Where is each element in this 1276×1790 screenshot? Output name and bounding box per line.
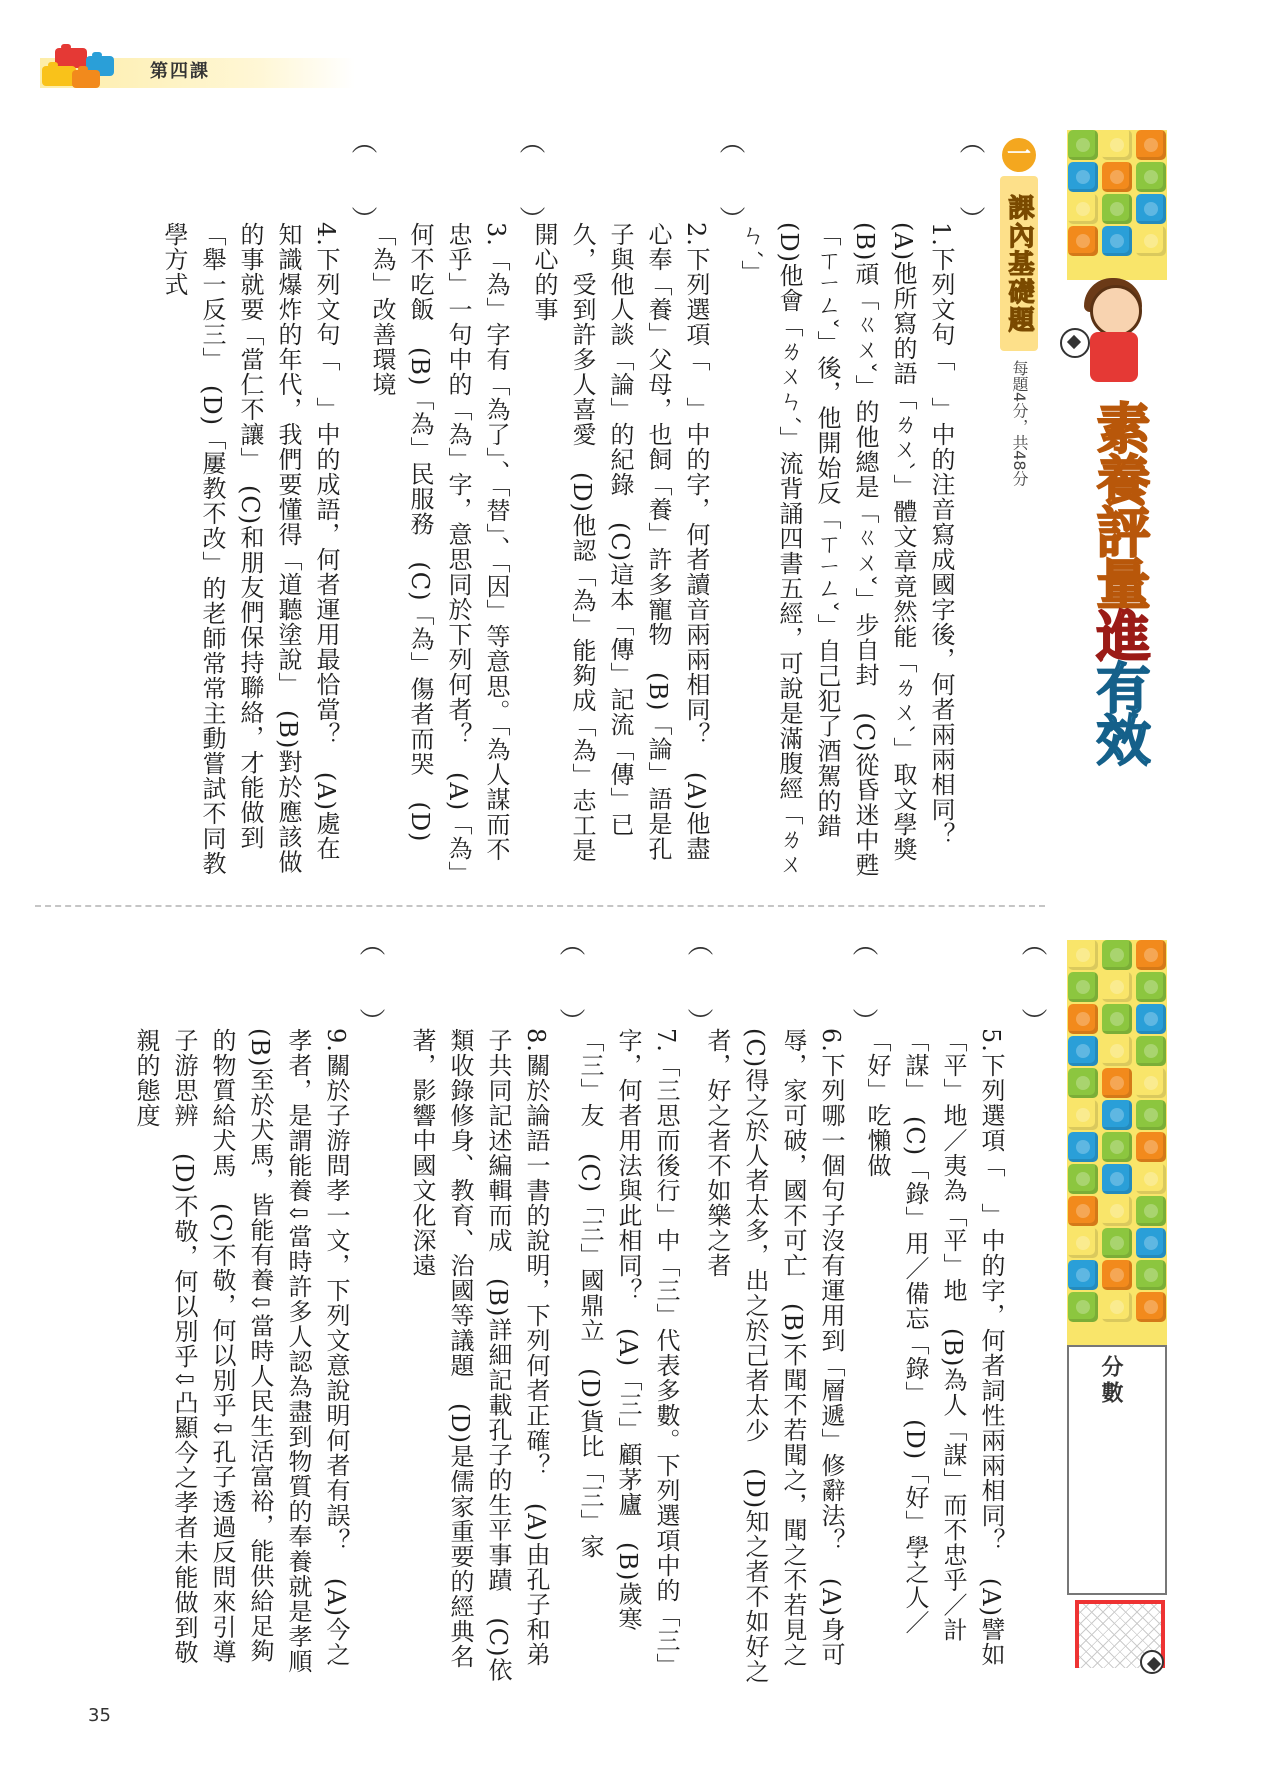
lego-cell	[1136, 130, 1166, 160]
question-9-text: 9.關於子游問孝一文，下列文意說明何者有誤？ (A)今之孝者，是謂能養⇩當時許多人認為盡到物質的奉養就是孝順 (B)至於犬馬，皆能有養⇩當時人民生活富裕，能供給足夠的物質給犬馬 (C)不敬，何以別乎⇩孔子透過反問來引導子游思辨 (D)不敬，何以別乎⇩凸顯今之孝者未能做到敬親的態度	[132, 1028, 350, 1700]
lego-cell	[1102, 1100, 1132, 1130]
lego-cell	[1102, 162, 1132, 192]
lego-cell	[1068, 1164, 1098, 1194]
question-5	[863, 1028, 1010, 1688]
lego-cell	[1068, 226, 1098, 256]
mascot-body	[1090, 332, 1138, 382]
lego-cell	[1136, 226, 1166, 256]
soccer-ball-icon-2	[1140, 1650, 1164, 1674]
question-8-text: 8.關於論語一書的說明，下列何者正確？ (A)由孔子和弟子共同記述編輯而成 (B)詳細記載孔子的生平事蹟 (C)依類收錄修身、教育、治國等議題 (D)是儒家重要的經典名著，影響中國文化深遠	[408, 1028, 550, 1683]
lego-cell	[1102, 1004, 1132, 1034]
lego-cell	[1136, 194, 1166, 224]
lego-cell	[1068, 1228, 1098, 1258]
lego-cell	[1136, 1164, 1166, 1194]
lego-cell	[1068, 972, 1098, 1002]
lego-cell	[1102, 972, 1132, 1002]
question-1	[737, 222, 960, 888]
question-7	[576, 1028, 685, 1688]
lego-cell	[1136, 1260, 1166, 1290]
lego-cell	[1136, 1004, 1166, 1034]
question-1-text: 1.下列文句「 」中的注音寫成國字後，何者兩兩相同？ (A)他所寫的語「ㄌㄨˋ」體文章竟然能「ㄌㄨˋ」取文學獎 (B)頑「ㄍㄨˇ」的他總是「ㄍㄨˇ」步自封 (C)從昏迷中甦「ㄒㄧㄥˇ」後，他開始反「ㄒㄧㄥˇ」自己犯了酒駕的錯 (D)他會「ㄌㄨㄣˊ」流背誦四書五經，可說是滿腹經「ㄌㄨㄣˊ」	[737, 222, 955, 888]
lego-cell	[1102, 194, 1132, 224]
section-score-rule: 每題4分，共48分	[1010, 360, 1029, 487]
page-title	[1078, 400, 1158, 764]
lego-brick-orange-icon	[72, 70, 100, 88]
title-part-2: 進	[1088, 608, 1151, 660]
lego-cell	[1102, 1292, 1132, 1322]
lego-cell	[1102, 226, 1132, 256]
lego-cell	[1102, 1132, 1132, 1162]
lego-cell	[1068, 1004, 1098, 1034]
question-4	[160, 222, 345, 882]
lego-cell	[1102, 1260, 1132, 1290]
question-7-text: 7.「三思而後行」中「三」代表多數。下列選項中的「三」字，何者用法與此相同？ (A)「三」顧茅廬 (B)歲寒「三」友 (C)「三」國鼎立 (D)貨比「三」家	[576, 1028, 680, 1678]
question-4-text: 4.下列文句「 」中的成語，何者運用最恰當？ (A)處在知識爆炸的年代，我們要懂得「道聽塗說」 (B)對於應該做的事就要「當仁不讓」 (C)和朋友們保持聯絡，才能做到「舉一反三」 (D)「屢教不改」的老師常常主動嘗試不同教學方式	[160, 222, 340, 876]
half-divider	[35, 905, 1045, 907]
lesson-label: 第四課	[150, 61, 210, 82]
question-8	[395, 1028, 555, 1688]
lego-cell	[1068, 1132, 1098, 1162]
lego-cell	[1136, 1292, 1166, 1322]
lego-cell	[1068, 940, 1098, 970]
mascot-icon	[1090, 285, 1142, 337]
question-2-text: 2.下列選項「 」中的字，何者讀音兩兩相同？ (A)他盡心奉「養」父母，也飼「養」許多寵物 (B)「論」語是孔子與他人談「論」的紀錄 (C)這本「傳」記流「傳」已久，受到許多人喜愛 (D)他認「為」能夠成「為」志工是開心的事	[530, 222, 710, 863]
lego-brick-yellow-icon	[42, 66, 76, 86]
lego-cell	[1102, 1196, 1132, 1226]
lego-cell	[1068, 1100, 1098, 1130]
lego-cell	[1136, 1228, 1166, 1258]
answer-blank[interactable]: （ ）	[515, 128, 545, 232]
lego-cell	[1102, 1068, 1132, 1098]
answer-blank[interactable]: （ ）	[1017, 930, 1047, 1034]
answer-blank[interactable]: （ ）	[683, 930, 713, 1034]
lego-cell	[1102, 1228, 1132, 1258]
question-2	[530, 222, 715, 882]
section-title: 課內基礎題	[1000, 176, 1038, 351]
question-6	[703, 1028, 850, 1693]
question-6-text: 6.下列哪一個句子沒有運用到「層遞」修辭法？ (A)身可辱，家可破，國不可亡 (B)不聞不若聞之，聞之不若見之 (C)得之於人者太多，出之於己者太少 (D)知之者不如好之者，好之者不如樂之者	[703, 1028, 845, 1693]
lego-cell	[1136, 940, 1166, 970]
question-3-text: 3.「為」字有「為了」、「替」、「因」等意思。「為人謀而不忠乎」一句中的「為」字，意思同於下列何者？ (A)「為」何不吃飯 (B)「為」民服務 (C)「為」傷者而哭 (D)「為」改善環境	[368, 222, 510, 875]
lego-cell	[1136, 972, 1166, 1002]
lego-cell	[1102, 130, 1132, 160]
question-5-text: 5.下列選項「 」中的字，何者詞性兩兩相同？ (A)譬如「平」地／夷為「平」地 (B)為人「謀」而不忠乎／計「謀」 (C)「錄」用／備忘「錄」 (D)「好」學之人／「好」吃懶做	[863, 1028, 1005, 1667]
lego-cell	[1068, 1260, 1098, 1290]
score-label: 分數	[1098, 1355, 1123, 1407]
lego-cell	[1136, 162, 1166, 192]
lego-cell	[1068, 130, 1098, 160]
question-3	[368, 222, 515, 882]
lego-cell	[1068, 1068, 1098, 1098]
lego-cell	[1102, 1164, 1132, 1194]
soccer-ball-icon	[1060, 328, 1090, 358]
section-number: 一	[1002, 138, 1036, 172]
lego-cell	[1136, 1068, 1166, 1098]
lego-cell	[1102, 1036, 1132, 1066]
lego-cell	[1068, 194, 1098, 224]
lego-cell	[1136, 1196, 1166, 1226]
question-9	[132, 1028, 355, 1700]
answer-blank[interactable]: （ ）	[955, 128, 985, 232]
lego-cell	[1102, 940, 1132, 970]
title-part-3: 有效	[1088, 660, 1151, 764]
answer-blank[interactable]: （ ）	[347, 128, 377, 232]
answer-blank[interactable]: （ ）	[715, 128, 745, 232]
answer-blank[interactable]: （ ）	[355, 930, 385, 1034]
lego-cell	[1068, 1036, 1098, 1066]
lego-cell	[1068, 1196, 1098, 1226]
title-part-1: 素養評量	[1088, 400, 1151, 608]
lego-cell	[1068, 162, 1098, 192]
answer-blank[interactable]: （ ）	[848, 930, 878, 1034]
lego-cell	[1136, 1036, 1166, 1066]
lego-cell	[1068, 1292, 1098, 1322]
answer-blank[interactable]: （ ）	[555, 930, 585, 1034]
page-number: 35	[88, 1705, 111, 1726]
lego-cell	[1136, 1132, 1166, 1162]
lego-brick-red-icon	[55, 48, 87, 68]
lego-cell	[1136, 1100, 1166, 1130]
